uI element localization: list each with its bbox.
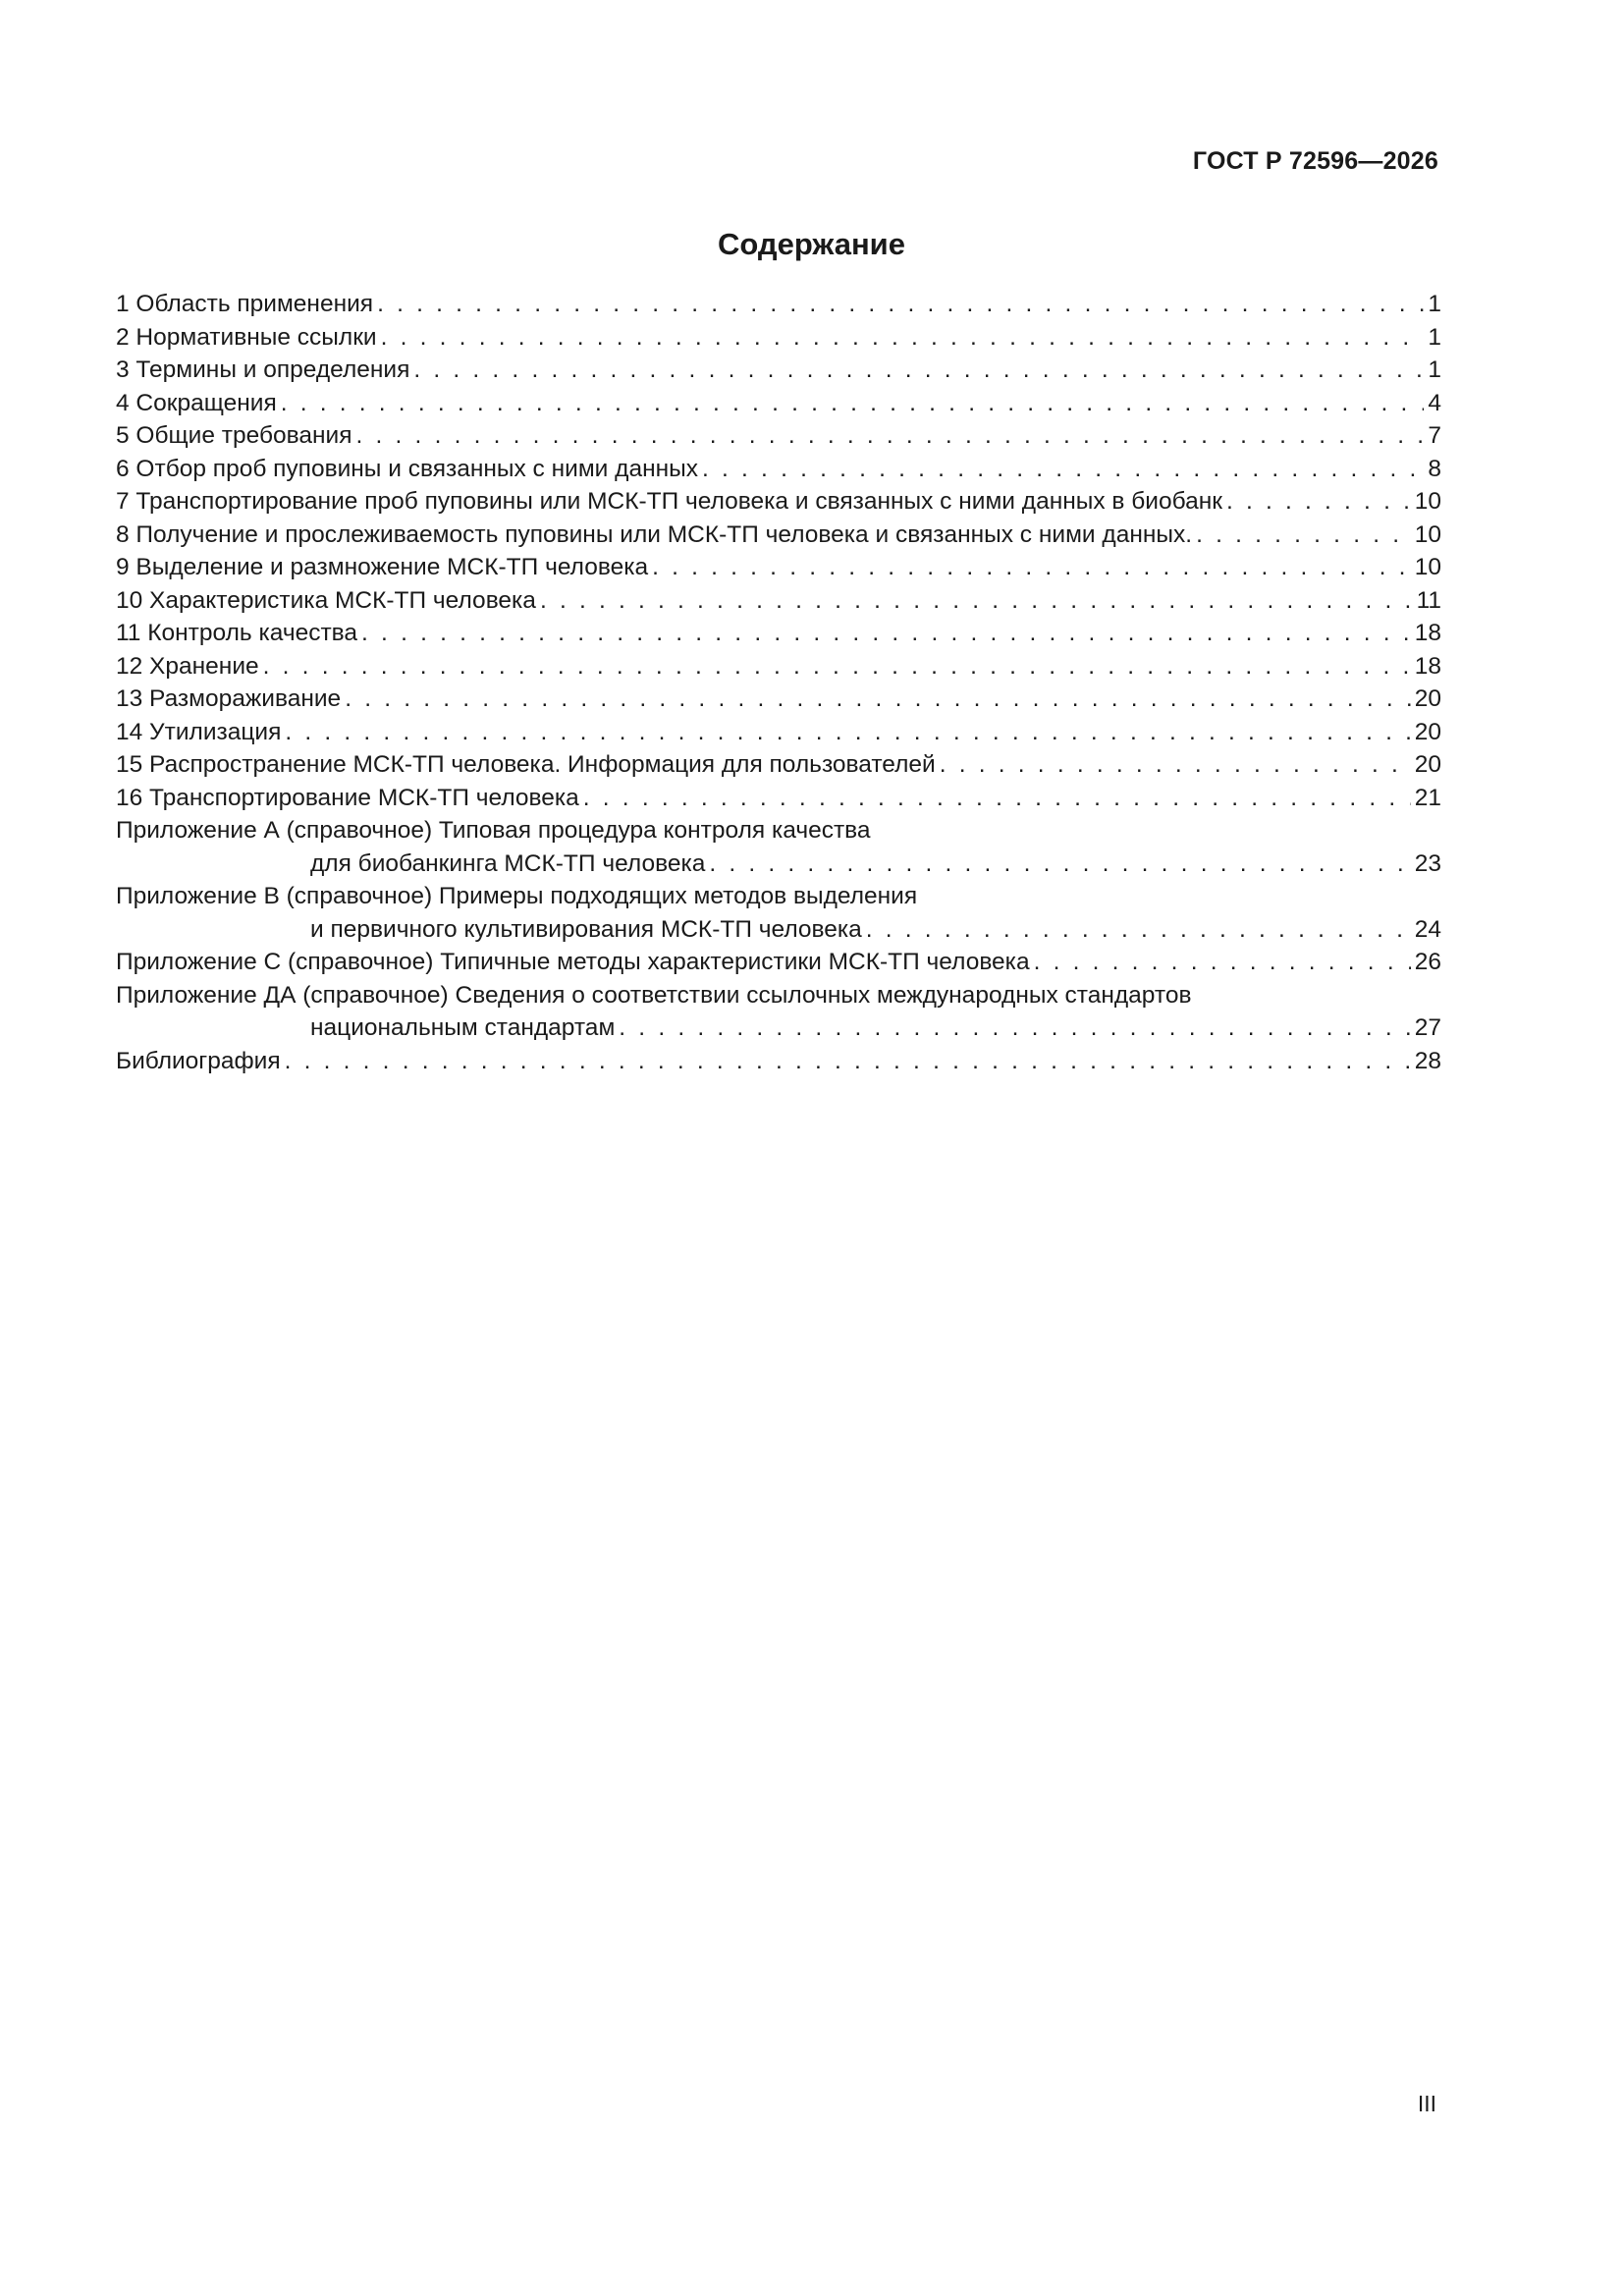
dot-leader	[377, 288, 1424, 321]
dot-leader	[281, 387, 1425, 420]
toc-entry-page: 20	[1414, 718, 1441, 745]
dot-leader	[866, 913, 1411, 947]
dot-leader	[583, 782, 1411, 815]
toc-entry-title-line2: национальным стандартам	[310, 1014, 616, 1041]
toc-entry-title: 3 Термины и определения	[116, 356, 410, 383]
toc-entry[interactable]	[116, 288, 1441, 321]
toc-entry[interactable]	[116, 485, 1441, 519]
toc-entry-page: 1	[1428, 291, 1441, 317]
toc-entry[interactable]	[116, 354, 1441, 387]
dot-leader	[702, 453, 1424, 486]
dot-leader	[652, 551, 1411, 584]
toc-entry-page: 27	[1414, 1014, 1441, 1041]
toc-entry-page: 24	[1414, 915, 1441, 943]
toc-entry-title: Приложение С (справочное) Типичные методы характеристики МСК-ТП человека	[116, 949, 1030, 975]
dot-leader	[356, 419, 1425, 453]
toc-entry-title: 7 Транспортирование проб пуповины или МСК-ТП человека и связанных с ними данных в биобанк	[116, 488, 1222, 515]
toc-entry-page: 10	[1414, 488, 1441, 515]
toc-entry-title: 15 Распространение МСК-ТП человека. Информация для пользователей	[116, 751, 936, 778]
toc-entry-page: 10	[1414, 554, 1441, 580]
dot-leader	[1034, 946, 1411, 979]
toc-entry-title-line1[interactable]: Приложение А (справочное) Типовая процедура контроля качества	[116, 817, 871, 844]
toc-entry-page: 1	[1428, 356, 1441, 383]
dot-leader	[1226, 485, 1411, 519]
toc-entry[interactable]	[116, 419, 1441, 453]
toc-entry-title: 12 Хранение	[116, 652, 259, 680]
toc-entry[interactable]	[116, 584, 1441, 618]
toc-entry-page: 1	[1428, 323, 1441, 351]
toc-entry[interactable]	[116, 650, 1441, 683]
toc-entry-title: 10 Характеристика МСК-ТП человека	[116, 586, 536, 614]
toc-entry-page: 10	[1414, 520, 1441, 548]
toc-entry[interactable]	[116, 1011, 1441, 1045]
page-number: III	[1417, 2091, 1436, 2116]
toc-entry-title-line1[interactable]: Приложение ДА (справочное) Сведения о соответствии ссылочных международных стандартов	[116, 981, 1192, 1009]
toc-entry[interactable]	[116, 1045, 1441, 1078]
toc-entry-title: 11 Контроль качества	[116, 620, 358, 646]
toc-entry[interactable]	[116, 321, 1441, 355]
dot-leader	[619, 1011, 1410, 1045]
toc-entry[interactable]	[116, 946, 1441, 979]
toc-entry[interactable]	[116, 519, 1441, 552]
toc-entry-title: 14 Утилизация	[116, 718, 282, 745]
toc-entry-page: 18	[1414, 652, 1441, 680]
dot-leader	[263, 650, 1411, 683]
toc-entry-title: 5 Общие требования	[116, 422, 352, 449]
toc-entry-page: 28	[1414, 1047, 1441, 1074]
toc-entry[interactable]	[116, 748, 1441, 782]
dot-leader	[381, 321, 1425, 355]
dot-leader	[940, 748, 1411, 782]
toc-entry-page: 8	[1428, 455, 1441, 482]
toc-entry-page: 11	[1416, 586, 1441, 614]
document-code: ГОСТ Р 72596—2026	[1192, 147, 1438, 175]
toc-entry-page: 18	[1414, 620, 1441, 646]
toc-entry[interactable]	[116, 683, 1441, 716]
dot-leader	[413, 354, 1424, 387]
toc-entry[interactable]	[116, 387, 1441, 420]
toc-entry[interactable]	[116, 847, 1441, 881]
toc-entry-title: 2 Нормативные ссылки	[116, 323, 377, 351]
toc-entry-page: 4	[1428, 389, 1441, 416]
toc-entry-title-line2: и первичного культивирования МСК-ТП человека	[310, 915, 862, 943]
table-of-contents	[116, 288, 1441, 1077]
dot-leader	[345, 683, 1411, 716]
toc-entry[interactable]	[116, 782, 1441, 815]
toc-entry-title: 6 Отбор проб пуповины и связанных с ними данных	[116, 455, 699, 482]
toc-entry-page: 23	[1414, 849, 1441, 877]
toc-entry[interactable]	[116, 716, 1441, 749]
toc-entry-page: 20	[1414, 751, 1441, 778]
toc-entry-title: Библиография	[116, 1047, 281, 1074]
toc-title: Содержание	[718, 227, 905, 261]
dot-leader	[285, 1045, 1411, 1078]
dot-leader	[1196, 519, 1411, 552]
toc-entry-page: 20	[1414, 685, 1441, 712]
toc-entry-page: 7	[1428, 422, 1441, 449]
toc-entry[interactable]	[116, 453, 1441, 486]
toc-entry-title: 9 Выделение и размножение МСК-ТП человека	[116, 554, 649, 580]
toc-entry-title: 13 Размораживание	[116, 685, 342, 712]
toc-entry-title: 4 Сокращения	[116, 389, 277, 416]
toc-entry-title: 8 Получение и прослеживаемость пуповины или МСК-ТП человека и связанных с ними данных.	[116, 520, 1193, 548]
toc-entry-title: 1 Область применения	[116, 291, 374, 317]
dot-leader	[709, 847, 1410, 881]
toc-entry-title: 16 Транспортирование МСК-ТП человека	[116, 784, 579, 811]
toc-entry-title-line1[interactable]: Приложение В (справочное) Примеры подходящих методов выделения	[116, 883, 918, 909]
dot-leader	[361, 617, 1411, 650]
toc-entry-title-line2: для биобанкинга МСК-ТП человека	[310, 849, 706, 877]
toc-entry[interactable]	[116, 913, 1441, 947]
toc-entry[interactable]	[116, 617, 1441, 650]
toc-entry-page: 21	[1414, 784, 1441, 811]
dot-leader	[285, 716, 1410, 749]
dot-leader	[540, 584, 1413, 618]
toc-entry[interactable]	[116, 551, 1441, 584]
toc-entry-page: 26	[1414, 949, 1441, 975]
